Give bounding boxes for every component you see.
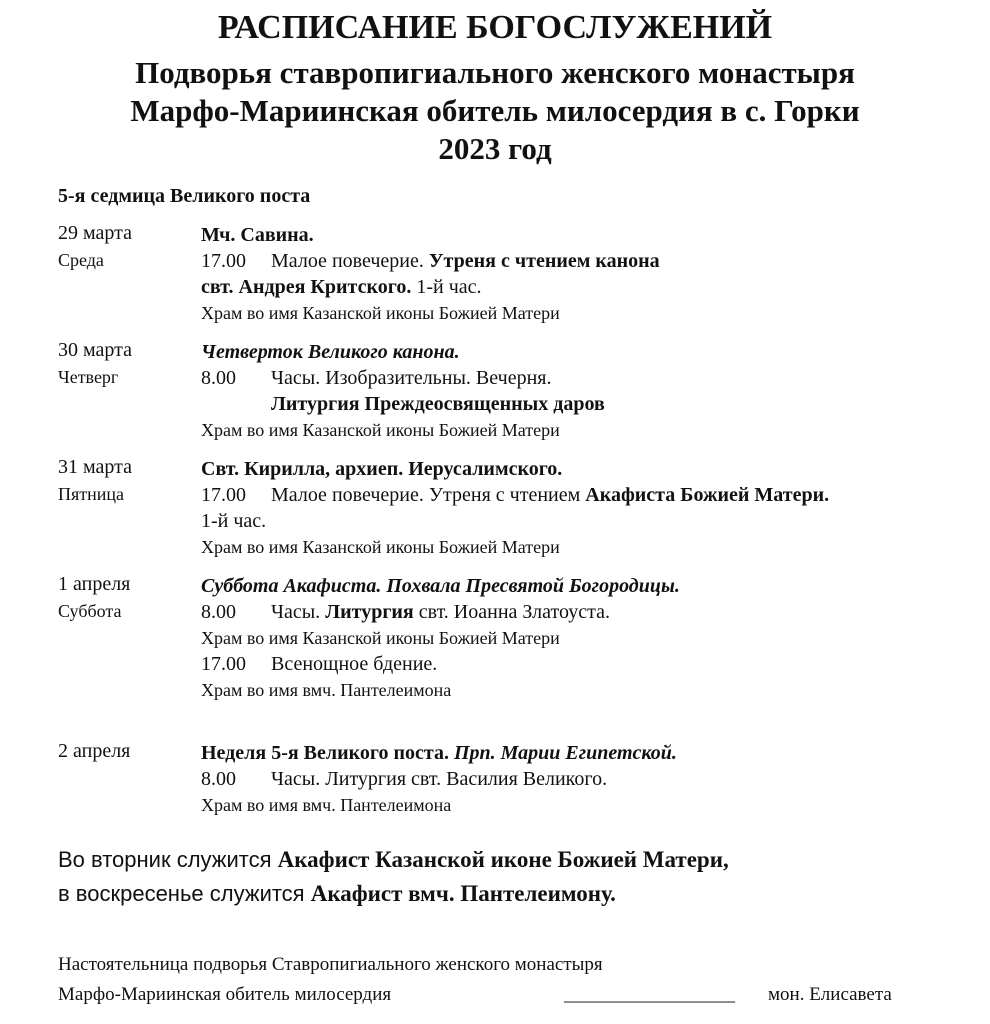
signature-org: Марфо-Мариинская обитель милосердия [58, 984, 392, 1005]
day-date: 31 марта [58, 456, 132, 478]
church-location: Храм во имя вмч. Пантелеимона [201, 795, 452, 815]
feast-title: Мч. Савина. [201, 224, 314, 246]
year-title: 2023 год [438, 131, 552, 166]
service-text-bold: Литургия [325, 601, 414, 623]
signature-blank-line: __________________ [564, 984, 735, 1005]
service-time: 17.00 [201, 653, 246, 675]
service-text-bold: Литургия Преждеосвященных даров [271, 393, 605, 415]
subtitle-line-2: Марфо-Мариинская обитель милосердия в с. Горки [130, 93, 860, 128]
church-location: Храм во имя Казанской иконы Божией Матери [201, 303, 560, 323]
day-weekday: Четверг [58, 367, 119, 387]
service-text-bold: Акафиста Божией Матери. [585, 484, 830, 506]
signature-name: мон. Елисавета [768, 984, 892, 1005]
service-text: Малое повечерие. Утреня с чтением [271, 484, 586, 506]
signature-block [58, 950, 938, 1010]
service-line [201, 599, 961, 625]
church-location: Храм во имя Казанской иконы Божией Матери [201, 628, 560, 648]
service-text: Часы. Изобразительны. Вечерня. [271, 367, 552, 389]
note-text-bold: Акафист вмч. Пантелеимону. [310, 881, 616, 906]
service-text: Малое повечерие. [271, 250, 429, 272]
signature-row [58, 980, 938, 1010]
page-title: РАСПИСАНИЕ БОГОСЛУЖЕНИЙ [217, 9, 773, 46]
day-date: 1 апреля [58, 573, 131, 595]
note-line [58, 877, 729, 911]
service-text-bold: Утреня с чтением канона [428, 250, 660, 272]
service-text: 1-й час. [411, 276, 482, 298]
service-time: 8.00 [201, 367, 236, 389]
day-weekday: Суббота [58, 601, 122, 621]
feast-title: Суббота Акафиста. Похвала Пресвятой Богородицы. [201, 575, 680, 597]
feast-title: Четверток Великого канона. [201, 341, 460, 363]
service-line [201, 274, 961, 300]
service-line [201, 482, 961, 508]
feast-title-bold: Неделя 5-я Великого поста. [201, 742, 454, 764]
day-content [201, 339, 961, 443]
service-text: 1-й час. [201, 510, 267, 532]
service-line [201, 651, 961, 677]
church-location: Храм во имя Казанской иконы Божией Матери [201, 420, 560, 440]
day-content [201, 573, 961, 703]
day-date: 29 марта [58, 222, 132, 244]
day-content [201, 222, 961, 326]
service-text: Часы. [271, 601, 326, 623]
feast-title-italic: Прп. Марии Египетской. [453, 742, 677, 764]
service-time: 17.00 [201, 484, 246, 506]
note-text: Во вторник служится [58, 847, 278, 872]
signature-title: Настоятельница подворья Ставропигиального женского монастыря [58, 954, 603, 975]
day-content [201, 740, 961, 818]
service-time: 8.00 [201, 601, 236, 623]
note-text: в воскресенье служится [58, 881, 311, 906]
service-text: Всенощное бдение. [271, 653, 438, 675]
service-text-bold: свт. Андрея Критского. [201, 276, 412, 298]
service-line [201, 766, 961, 792]
week-title: 5-я седмица Великого поста [58, 185, 311, 207]
note-text-bold: Акафист Казанской иконе Божией Матери, [277, 847, 729, 872]
service-text: Часы. Литургия свт. Василия Великого. [271, 768, 608, 790]
service-time: 17.00 [201, 250, 246, 272]
feast-title: Свт. Кирилла, архиеп. Иерусалимского. [201, 458, 563, 480]
day-content [201, 456, 961, 560]
service-text: свт. Иоанна Златоуста. [413, 601, 610, 623]
day-weekday: Среда [58, 250, 104, 270]
service-line [201, 365, 961, 391]
day-date: 2 апреля [58, 740, 131, 762]
note-line [58, 843, 729, 877]
service-time: 8.00 [201, 768, 236, 790]
notes-block [58, 843, 729, 911]
church-location: Храм во имя вмч. Пантелеимона [201, 680, 452, 700]
subtitle-line-1: Подворья ставропигиального женского монастыря [135, 55, 855, 90]
feast-title [201, 740, 961, 766]
church-location: Храм во имя Казанской иконы Божией Матери [201, 537, 560, 557]
day-weekday: Пятница [58, 484, 125, 504]
day-date: 30 марта [58, 339, 132, 361]
service-line [201, 248, 961, 274]
